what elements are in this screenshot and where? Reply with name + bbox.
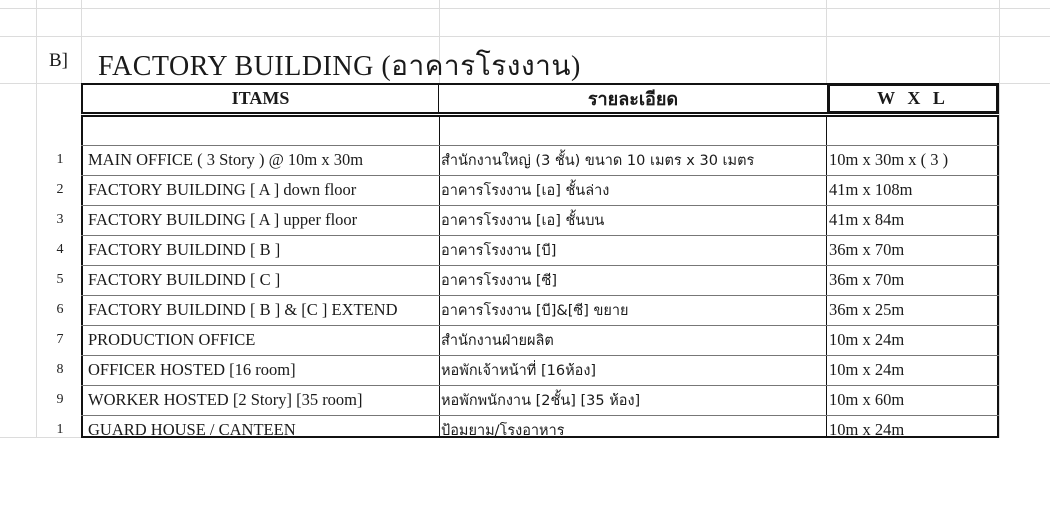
header-detail[interactable]: รายละเอียด (439, 83, 828, 114)
cell-detail[interactable]: สำนักงานฝ่ายผลิต (441, 332, 554, 349)
cell-wxl[interactable]: 10m x 60m (829, 390, 905, 409)
cell-detail[interactable]: อาคารโรงงาน [บี] (441, 242, 557, 259)
cell-item[interactable]: GUARD HOUSE / CANTEEN (88, 420, 296, 439)
cell-detail[interactable]: อาคารโรงงาน [เอ] ชั้นล่าง (441, 182, 610, 199)
row-number[interactable]: 4 (56, 242, 64, 257)
cell-item[interactable]: FACTORY BUILDIND [ B ] (88, 240, 281, 259)
table-row (81, 385, 999, 415)
cell-detail[interactable]: อาคารโรงงาน [เอ] ชั้นบน (441, 212, 605, 229)
row-number[interactable]: 3 (56, 212, 64, 227)
section-marker[interactable]: B] (49, 50, 68, 71)
cell-detail[interactable]: ป้อมยาม/โรงอาหาร (441, 422, 565, 439)
table-row (81, 355, 999, 385)
cell-item[interactable]: FACTORY BUILDING [ A ] upper floor (88, 210, 358, 229)
cell-wxl[interactable]: 36m x 70m (829, 270, 905, 289)
cell-detail[interactable]: อาคารโรงงาน [ซี] (441, 272, 558, 289)
cell-wxl[interactable]: 36m x 25m (829, 300, 905, 319)
row-number[interactable]: 8 (56, 362, 64, 377)
cell-wxl[interactable]: 41m x 108m (829, 180, 913, 199)
row-number[interactable]: 7 (56, 332, 64, 347)
row-number[interactable]: 1 (56, 152, 64, 167)
row-number[interactable]: 9 (56, 392, 64, 407)
row-number[interactable]: 1 (56, 422, 64, 437)
section-title[interactable]: FACTORY BUILDING (อาคารโรงงาน) (98, 51, 581, 82)
grid-line (0, 8, 1050, 9)
grid-line (0, 36, 1050, 37)
cell-detail[interactable]: อาคารโรงงาน [บี]&[ซี] ขยาย (441, 302, 629, 319)
grid-line (999, 0, 1000, 437)
cell-item[interactable]: WORKER HOSTED [2 Story] [35 room] (88, 390, 363, 409)
table-row (81, 175, 999, 205)
header-wxl[interactable]: W X L (827, 83, 999, 114)
table-row (81, 325, 999, 355)
cell-detail[interactable]: หอพักพนักงาน [2ชั้น] [35 ห้อง] (441, 392, 641, 409)
table-row (81, 265, 999, 295)
cell-wxl[interactable]: 41m x 84m (829, 210, 905, 229)
cell-item[interactable]: PRODUCTION OFFICE (88, 330, 256, 349)
grid-line (36, 0, 37, 437)
cell-item[interactable]: MAIN OFFICE ( 3 Story ) @ 10m x 30m (88, 150, 364, 169)
cell-detail[interactable]: หอพักเจ้าหน้าที่ [16ห้อง] (441, 362, 597, 379)
grid-line (826, 0, 827, 83)
cell-wxl[interactable]: 10m x 24m (829, 330, 905, 349)
cell-item[interactable]: FACTORY BUILDIND [ C ] (88, 270, 281, 289)
table-row (81, 145, 999, 175)
cell-wxl[interactable]: 10m x 30m x ( 3 ) (829, 150, 949, 169)
row-number[interactable]: 5 (56, 272, 64, 287)
table-row (81, 295, 999, 325)
cell-wxl[interactable]: 36m x 70m (829, 240, 905, 259)
cell-item[interactable]: FACTORY BUILDIND [ B ] & [C ] EXTEND (88, 300, 398, 319)
table-row (81, 205, 999, 235)
table-row (81, 415, 999, 445)
cell-item[interactable]: OFFICER HOSTED [16 room] (88, 360, 296, 379)
cell-detail[interactable]: สำนักงานใหญ่ (3 ชั้น) ขนาด 10 เมตร x 30 เมตร (441, 152, 755, 169)
row-number[interactable]: 2 (56, 182, 64, 197)
cell-wxl[interactable]: 10m x 24m (829, 420, 905, 439)
row-number[interactable]: 6 (56, 302, 64, 317)
cell-item[interactable]: FACTORY BUILDING [ A ] down floor (88, 180, 357, 199)
cell-wxl[interactable]: 10m x 24m (829, 360, 905, 379)
table-row (81, 235, 999, 265)
header-items[interactable]: ITAMS (81, 83, 439, 114)
table-header (81, 83, 999, 116)
